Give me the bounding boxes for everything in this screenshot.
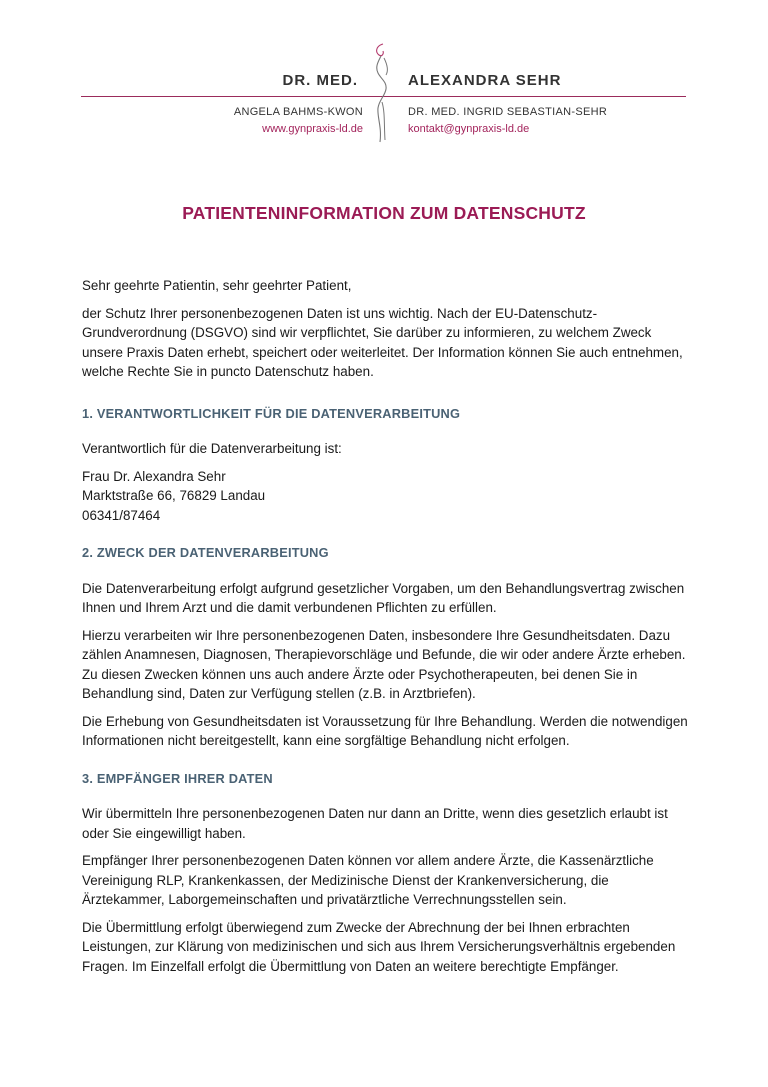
address-phone: 06341/87464	[82, 507, 161, 523]
section-2-paragraph: Die Datenverarbeitung erfolgt aufgrund gesetzlicher Vorgaben, um den Behandlungsvertrag zwischen Ihnen und Ihrem Arzt und die damit verbundenen Pflichten zu erfüllen.	[82, 580, 685, 615]
document-body	[82, 276, 692, 984]
address-name: Frau Dr. Alexandra Sehr	[82, 468, 226, 484]
doctor-title: DR. MED.	[282, 72, 358, 89]
doctor-name: ALEXANDRA SEHR	[408, 72, 562, 89]
section-3-paragraph: Die Übermittlung erfolgt überwiegend zum Zwecke der Abrechnung der bei Ihnen erbrachten Leistungen, zur Klärung von medizinischen und sich aus Ihrem Versicherungsverhältnis ergebenden Fragen. Im Einzelfall erfolgt die Übermittlung von Daten an weitere berechtigte Empfänger.	[82, 919, 676, 974]
colleague-left: ANGELA BAHMS-KWON	[233, 106, 363, 118]
section-2-paragraph: Die Erhebung von Gesundheitsdaten ist Voraussetzung für Ihre Behandlung. Werden die notwendigen Informationen nicht bereitgestellt, kann eine sorgfältige Behandlung nicht erfolgen.	[82, 713, 688, 748]
section-3-paragraph: Wir übermitteln Ihre personenbezogenen Daten nur dann an Dritte, wenn dies gesetzlich erlaubt ist oder Sie eingewilligt haben.	[82, 806, 668, 841]
letterhead	[0, 0, 768, 150]
female-silhouette-logo-icon	[366, 42, 396, 144]
email-link[interactable]: kontakt@gynpraxis-ld.de	[408, 123, 530, 135]
colleague-right: DR. MED. INGRID SEBASTIAN-SEHR	[408, 106, 608, 118]
address-street: Marktstraße 66, 76829 Landau	[82, 488, 266, 503]
document-title: PATIENTENINFORMATION ZUM DATENSCHUTZ	[182, 203, 586, 223]
header-left-block	[234, 104, 363, 138]
section-3-heading: 3. EMPFÄNGER IHRER DATEN	[82, 770, 273, 786]
salutation: Sehr geehrte Patientin, sehr geehrter Patient,	[82, 278, 352, 293]
section-2-paragraph: Hierzu verarbeiten wir Ihre personenbezogenen Daten, insbesondere Ihre Gesundheitsdaten. Dazu zählen Anamnesen, Diagnosen, Therapievorschläge und Befunde, die wir oder andere Ärzte erheben. Zu diesen Zwecken können uns auch andere Ärzte oder Psychotherapeuten, bei denen Sie in Behandlung sind, Daten zur Verfügung stellen (z.B. in Arztbriefen).	[82, 627, 686, 701]
header-right-block	[408, 104, 607, 138]
website-link[interactable]: www.gynpraxis-ld.de	[262, 123, 363, 135]
responsible-address	[82, 467, 692, 526]
section-1-heading: 1. VERANTWORTLICHKEIT FÜR DIE DATENVERARBEITUNG	[82, 405, 461, 421]
section-3-paragraph: Empfänger Ihrer personenbezogenen Daten können vor allem andere Ärzte, die Kassenärztliche Vereinigung RLP, Krankenkassen, der Medizinische Dienst der Krankenversicherung, die Ärztekammer, Laborgemeinschaften und privatärztliche Verrechnungsstellen sein.	[82, 853, 654, 907]
section-2-heading: 2. ZWECK DER DATENVERARBEITUNG	[82, 545, 329, 560]
intro-paragraph: der Schutz Ihrer personenbezogenen Daten ist uns wichtig. Nach der EU-Datenschutz-Grundverordnung (DSGVO) sind wir verpflichtet, Sie darüber zu informieren, zu welchem Zweck unsere Praxis Daten erhebt, speichert oder weiterleitet. Der Information können Sie auch entnehmen, welche Rechte Sie in puncto Datenschutz haben.	[82, 305, 683, 379]
section-1-lead: Verantwortlich für die Datenverarbeitung ist:	[82, 441, 342, 456]
